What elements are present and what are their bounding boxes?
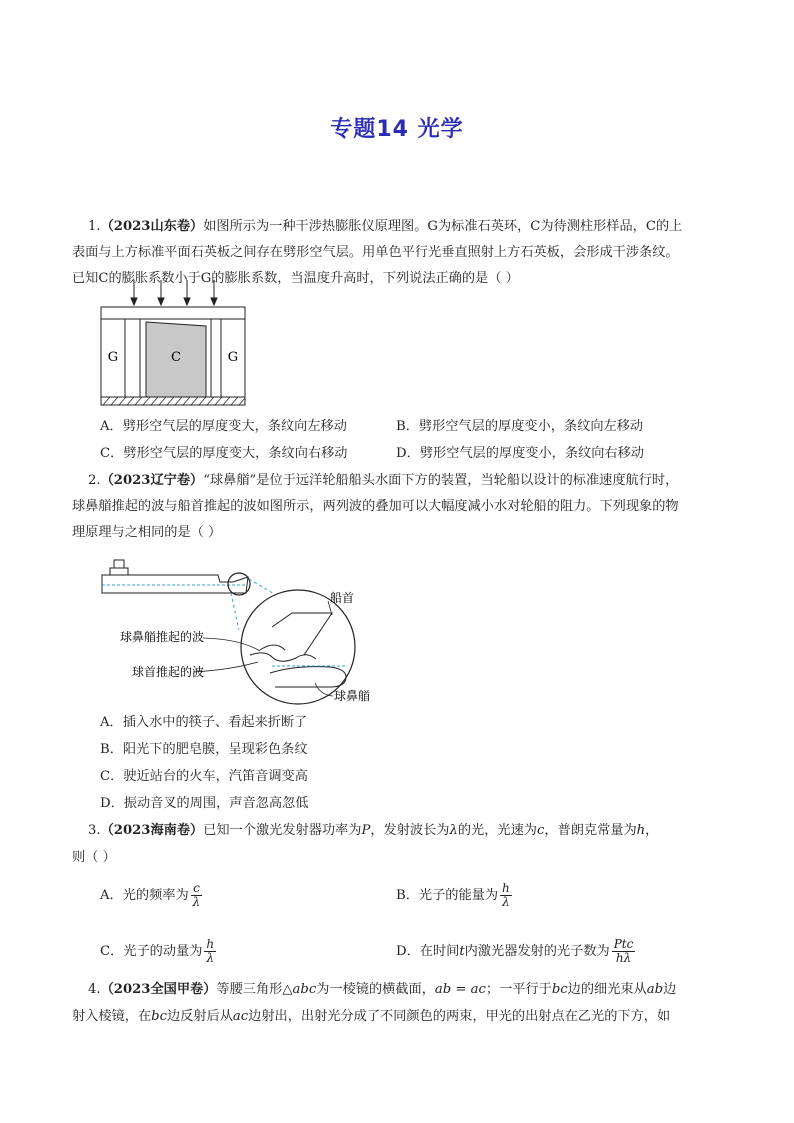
label-bulb: 球鼻艏 [334,689,371,703]
q2-line-3: 理原理与之相同的是（ ） [72,525,222,540]
fraction-c-over-lambda: $\frac{c}{\lambda}$ [192,881,201,909]
page-title: 专题14 光学 [330,117,464,142]
q1-source: （2023山东卷） [100,219,204,234]
q1-option-a: A．劈形空气层的厚度变大，条纹向左移动 [100,419,347,434]
q1-figure-interferometer [98,278,248,408]
q1-option-c: C．劈形空气层的厚度变大，条纹向右移动 [100,446,348,461]
fraction-h-over-lambda: $\frac{h}{\lambda}$ [502,881,510,909]
label-g-right: G [227,350,239,365]
quartz-plate [101,307,245,319]
q2-figure-bulbous-bow [100,555,390,715]
q1-line-2: 表面与上方标准平面石英板之间存在劈形空气层。用单色平行光垂直照射上方石英板，会形成干涉条纹。 [72,245,679,260]
symbol-h: h [636,823,646,838]
q1-line-1 [72,217,722,237]
q4-line-1: 4.（2023全国甲卷）等腰三角形△abc为一棱镜的横截面，ab = ac；一平行于bc边的细光束从ab边 [88,982,677,997]
q2-line-2: 球鼻艏推起的波与船首推起的波如图所示，两列波的叠加可以大幅度减小水对轮船的阻力。下列现象的物 [72,499,679,514]
label-bow-wave: 球首推起的波 [132,665,205,679]
q3-line-2: 则（ ） [72,850,116,865]
q2-option-a: A．插入水中的筷子、看起来折断了 [100,715,308,730]
q2-option-d: D．振动音叉的周围，声音忽高忽低 [100,796,309,811]
q1-option-d: D．劈形空气层的厚度变小，条纹向右移动 [396,446,644,461]
label-g-left: G [107,350,119,365]
q1-text-1: 如图所示为一种干涉热膨胀仪原理图。G为标准石英环，C为待测柱形样品，C的上 [203,219,683,234]
q3-option-b: B．光子的能量为 $\frac{h}{\lambda}$ [396,881,510,909]
q4-number: 4. [88,982,101,997]
q3-number: 3. [88,823,101,838]
q2-line-1 [72,471,722,491]
fraction-ptc-over-hlambda: $\frac{\text{Ptc}}{h\lambda}$ [613,937,634,965]
q3-option-a: A．光的频率为 $\frac{c}{\lambda}$ [100,881,201,909]
q2-source: （2023辽宁卷） [100,473,204,488]
q3-line-1: 3.（2023海南卷）已知一个激光发射器功率为P，发射波长为λ的光，光速为c，普朗克常量为h， [88,823,659,838]
label-c: C [171,350,181,365]
q2-number: 2. [88,473,101,488]
label-bulb-wave: 球鼻艏推起的波 [120,630,205,644]
q4-source: （2023全国甲卷） [100,982,217,997]
symbol-lambda: λ [449,823,458,838]
q1-number: 1. [88,219,101,234]
q3-option-d: D．在时间t内激光器发射的光子数为 $\frac{\text{Ptc}}{h\lambda}$ [396,937,634,965]
q3-source: （2023海南卷） [100,823,204,838]
symbol-p: P [361,823,371,838]
light-arrows [131,280,217,305]
label-bow: 船首 [330,591,355,605]
q2-text-1: “球鼻艏”是位于远洋轮船船头水面下方的装置，当轮船以设计的标准速度航行时， [203,473,679,488]
ship [102,560,248,593]
q2-option-c: C．驶近站台的火车，汽笛音调变高 [100,769,308,784]
q3-option-c: C．光子的动量为 $\frac{h}{\lambda}$ [100,937,215,965]
q4-line-2: 射入棱镜，在bc边反射后从ac边射出，出射光分成了不同颜色的两束，甲光的出射点在乙光的下方，如 [72,1009,671,1024]
q2-option-b: B．阳光下的肥皂膜，呈现彩色条纹 [100,742,308,757]
q1-line-3: 已知C的膨胀系数小于G的膨胀系数，当温度升高时，下列说法正确的是（ ） [72,271,519,286]
fraction-h-over-lambda-2: $\frac{h}{\lambda}$ [206,937,215,965]
q1-option-b: B．劈形空气层的厚度变小，条纹向左移动 [396,419,644,434]
symbol-c: c [536,823,545,838]
